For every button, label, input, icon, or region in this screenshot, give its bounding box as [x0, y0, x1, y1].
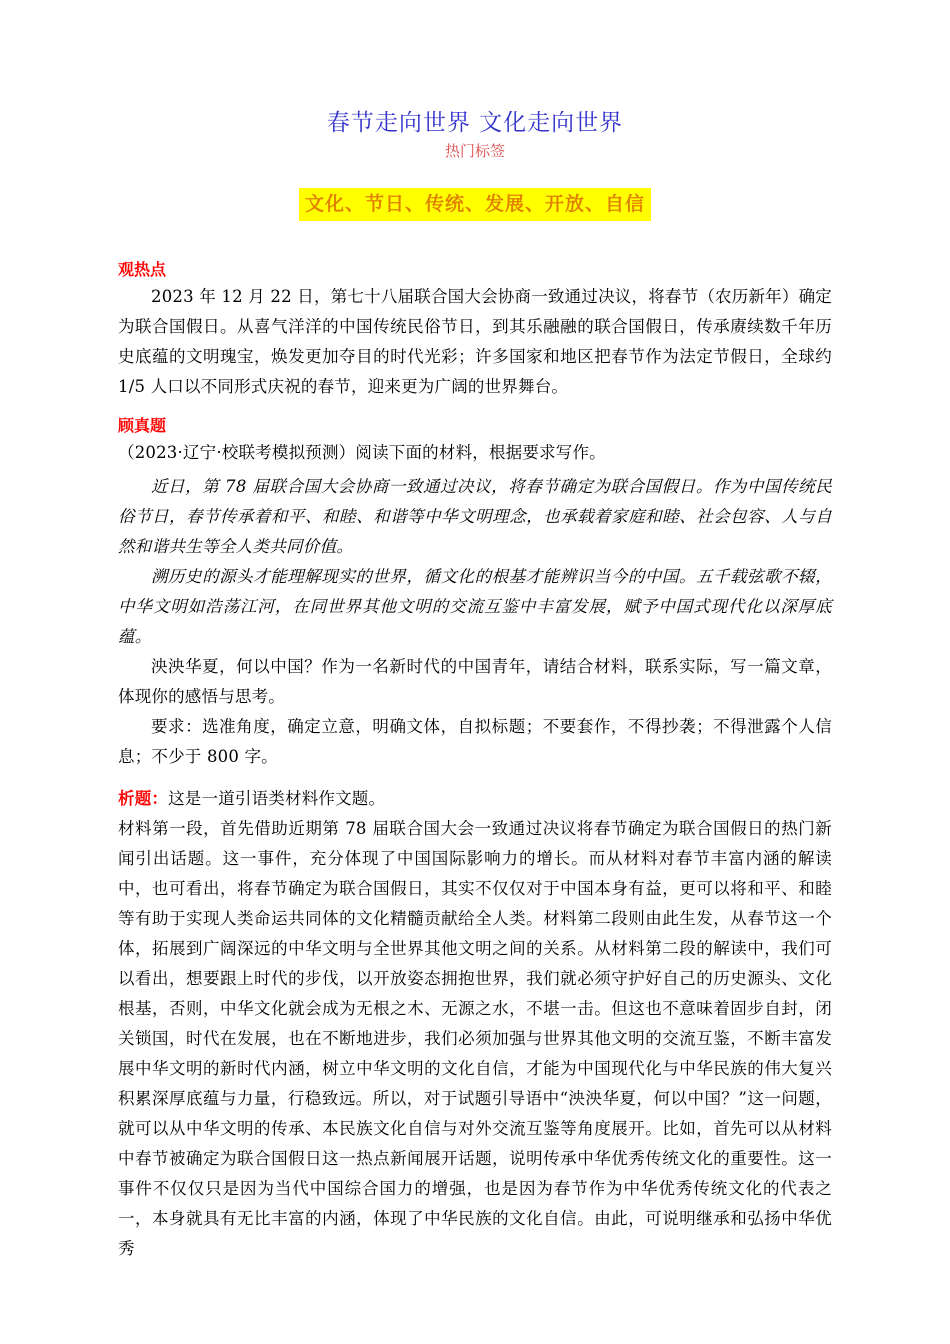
section-heading-real-question: 顾真题 [118, 416, 167, 435]
material-paragraph-2: 溯历史的源头才能理解现实的世界，循文化的根基才能辨识当今的中国。五千载弦歌不辍，中华文明如浩荡江河，在同世界其他文明的交流互鉴中丰富发展，赋予中国式现代化以深厚底蕴。 [118, 567, 832, 646]
page-title: 春节走向世界 文化走向世界 [326, 110, 624, 136]
analysis-body-paragraph: 材料第一段，首先借助近期第 78 届联合国大会一致通过决议将春节确定为联合国假日的热门新闻引出话题。这一事件，充分体现了中国国际影响力的增长。而从材料对春节丰富内涵的解读中，也可看出，将春节确定为联合国假日，其实不仅仅对于中国本身有益，更可以将和平、和睦等有助于实现人类命运共同体的文化精髓贡献给全人类。材料第二段则由此生发，从春节这一个体，拓展到广阔深远的中华文明与全世界其他文明之间的关系。从材料第二段的解读中，我们可以看出，想要跟上时代的步伐，以开放姿态拥抱世界，我们就必须守护好自己的历史源头、文化根基，否则，中华文化就会成为无根之木、无源之水，不堪一击。但这也不意味着固步自封，闭关锁国，时代在发展，也在不断地进步，我们必须加强与世界其他文明的交流互鉴，不断丰富发展中华文明的新时代内涵，树立中华文明的文化自信，才能为中国现代化与中华民族的伟大复兴积累深厚底蕴与力量，行稳致远。所以，对于试题引导语中“泱泱华夏，何以中国？”这一问题，就可以从中华文明的传承、本民族文化自信与对外交流互鉴等角度展开。比如，首先可以从材料中春节被确定为联合国假日这一热点新闻展开话题，说明传承中华优秀传统文化的重要性。这一事件不仅仅只是因为当代中国综合国力的增强，也是因为春节作为中华优秀传统文化的代表之一，本身就具有无比丰富的内涵，体现了中华民族的文化自信。由此，可说明继承和弘扬中华优秀 [118, 819, 832, 1258]
analysis-lead-text: 这是一道引语类材料作文题。 [168, 789, 386, 808]
highlighted-tags: 文化、节日、传统、发展、开放、自信 [299, 188, 651, 221]
exam-prompt-block [118, 652, 832, 772]
tag-line-container [118, 188, 832, 221]
section-heading-analysis: 析题： [118, 789, 169, 808]
exam-material-block [118, 472, 832, 652]
material-paragraph-1: 近日，第 78 届联合国大会协商一致通过决议，将春节确定为联合国假日。作为中国传统民俗节日，春节传承着和平、和睦、和谐等中华文明理念，也承载着家庭和睦、社会包容、人与自然和谐共生等全人类共同价值。 [118, 477, 832, 556]
prompt-requirements: 要求：选准角度，确定立意，明确文体，自拟标题；不要套作，不得抄袭；不得泄露个人信息；不少于 800 字。 [118, 717, 832, 766]
document-content [118, 0, 832, 1264]
analysis-lead-line [118, 784, 832, 814]
section-heading-hot-topic: 观热点 [118, 260, 167, 279]
page-subtitle: 热门标签 [444, 142, 505, 160]
question-source-line: （2023·辽宁·校联考模拟预测）阅读下面的材料，根据要求写作。 [118, 443, 606, 462]
hot-topic-paragraph: 2023 年 12 月 22 日，第七十八届联合国大会协商一致通过决议，将春节（农历新年）确定为联合国假日。从喜气洋洋的中国传统民俗节日，到其乐融融的联合国假日，传承赓续数千年历史底蕴的文明瑰宝，焕发更加夺目的时代光彩；许多国家和地区把春节作为法定节假日，全球约 1/5 人口以不同形式庆祝的春节，迎来更为广阔的世界舞台。 [118, 287, 832, 396]
prompt-paragraph-1: 泱泱华夏，何以中国？作为一名新时代的中国青年，请结合材料，联系实际，写一篇文章，体现你的感悟与思考。 [118, 657, 832, 706]
